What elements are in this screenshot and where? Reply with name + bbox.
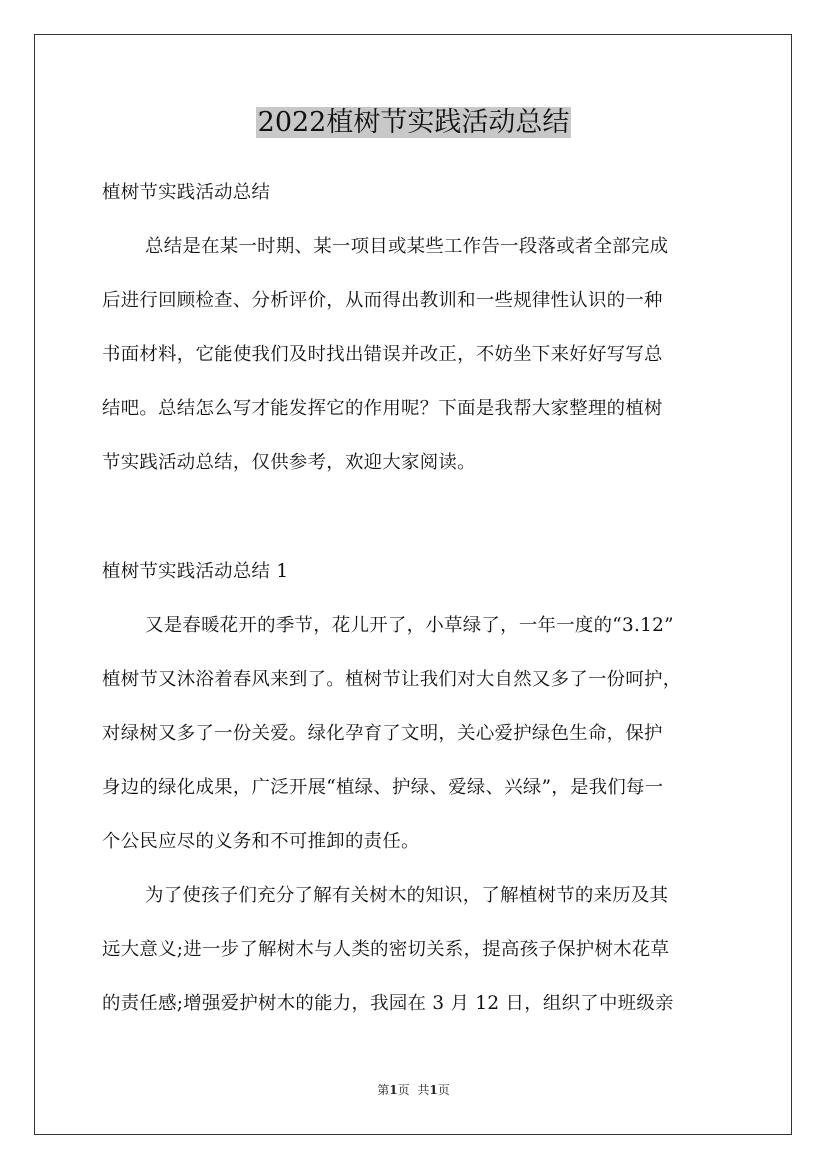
intro-line-4: 结吧。总结怎么写才能发挥它的作用呢？下面是我帮大家整理的植树 — [102, 398, 663, 419]
intro-line-5: 节实践活动总结，仅供参考，欢迎大家阅读。 — [102, 452, 476, 473]
footer-page-suffix: 页 — [397, 1083, 410, 1097]
document-title-text: 2022植树节实践活动总结 — [257, 107, 570, 138]
document-title — [0, 103, 827, 143]
section1-para1-line-3: 对绿树又多了一份关爱。绿化孕育了文明，关心爱护绿色生命，保护 — [102, 723, 663, 744]
footer-total-pages: 1 — [429, 1083, 438, 1097]
section1-heading: 植树节实践活动总结 1 — [102, 561, 289, 582]
section1-para1-line-4: 身边的绿化成果，广泛开展“植绿、护绿、爱绿、兴绿”，是我们每一 — [102, 777, 664, 798]
page-footer — [0, 1082, 827, 1098]
intro-line-3: 书面材料，它能使我们及时找出错误并改正，不妨坐下来好好写写总 — [102, 344, 663, 365]
intro-line-2: 后进行回顾检查、分析评价，从而得出教训和一些规律性认识的一种 — [102, 290, 663, 311]
section1-para1-line-2: 植树节又沐浴着春风来到了。植树节让我们对大自然又多了一份呵护， — [102, 669, 682, 690]
footer-total-suffix: 页 — [437, 1083, 450, 1097]
footer-page-number: 1 — [389, 1083, 398, 1097]
footer-page-prefix: 第 — [377, 1083, 390, 1097]
section1-para2-line-3: 的责任感;增强爱护树木的能力，我园在 3 月 12 日，组织了中班级亲 — [102, 993, 674, 1014]
footer-total-prefix: 共 — [417, 1083, 430, 1097]
section1-para2-line-2: 远大意义;进一步了解树木与人类的密切关系，提高孩子保护树木花草 — [102, 939, 670, 960]
section1-para2-line-1: 为了使孩子们充分了解有关树木的知识，了解植树节的来历及其 — [145, 885, 669, 906]
section1-para1-line-5: 个公民应尽的义务和不可推卸的责任。 — [102, 831, 420, 852]
section1-para1-line-1: 又是春暖花开的季节，花儿开了，小草绿了，一年一度的“3.12” — [145, 615, 674, 636]
intro-line-1: 总结是在某一时期、某一项目或某些工作告一段落或者全部完成 — [145, 236, 669, 257]
intro-heading: 植树节实践活动总结 — [102, 182, 271, 203]
